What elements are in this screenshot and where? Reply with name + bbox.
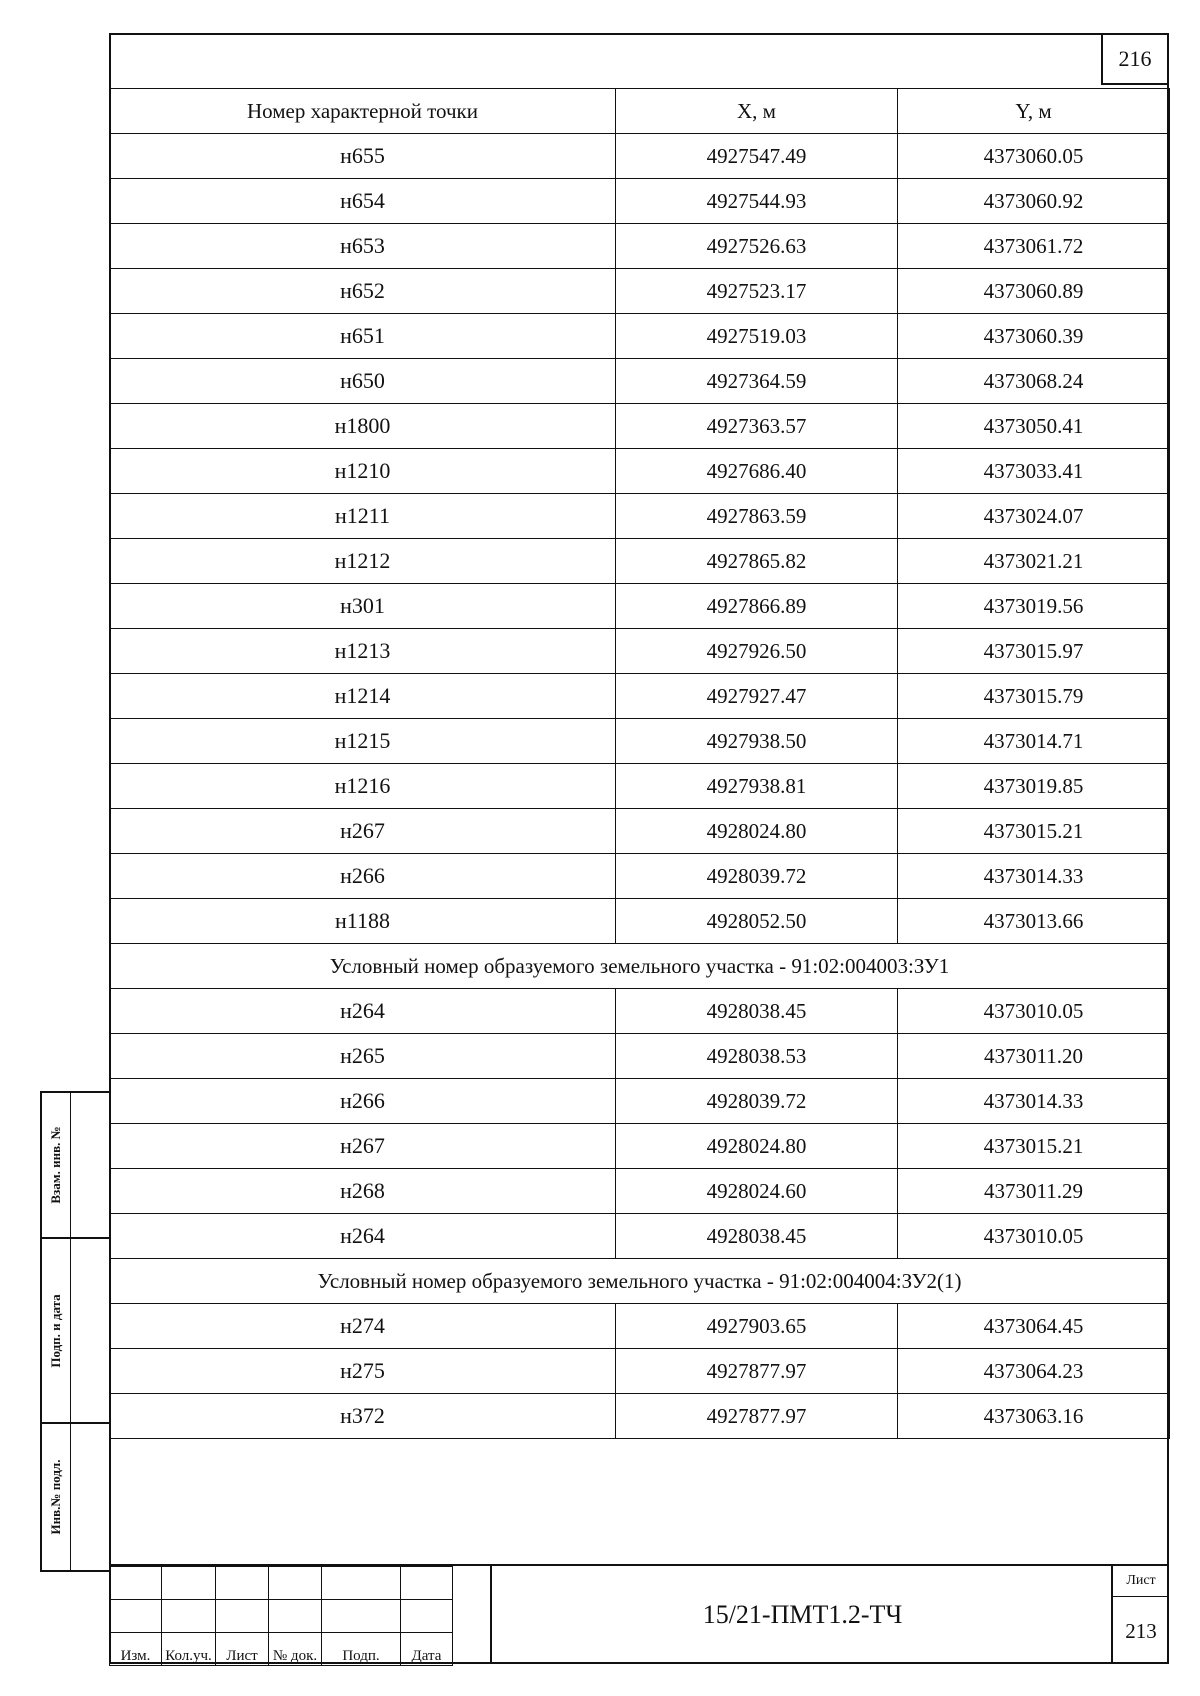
table-row — [110, 1034, 1170, 1079]
x-cell: 4927927.47 — [616, 674, 898, 719]
x-cell: 4928039.72 — [616, 854, 898, 899]
point-number-cell: н265 — [110, 1034, 616, 1079]
sheet-box — [1111, 1566, 1169, 1664]
table-row — [110, 1304, 1170, 1349]
y-cell: 4373024.07 — [898, 494, 1170, 539]
y-cell: 4373060.89 — [898, 269, 1170, 314]
x-cell: 4927544.93 — [616, 179, 898, 224]
y-cell: 4373015.79 — [898, 674, 1170, 719]
point-number-cell: н372 — [110, 1394, 616, 1439]
section-title: Условный номер образуемого земельного участка - 91:02:004003:ЗУ1 — [110, 944, 1170, 989]
revision-grid — [109, 1566, 453, 1666]
point-number-cell: н1188 — [110, 899, 616, 944]
point-number-cell: н654 — [110, 179, 616, 224]
x-cell: 4928038.45 — [616, 1214, 898, 1259]
sheet-number: 213 — [1125, 1618, 1157, 1643]
point-number-cell: н1215 — [110, 719, 616, 764]
point-number-cell: н301 — [110, 584, 616, 629]
y-cell: 4373014.71 — [898, 719, 1170, 764]
table-header-row — [110, 89, 1170, 134]
x-cell: 4927938.81 — [616, 764, 898, 809]
x-cell: 4928039.72 — [616, 1079, 898, 1124]
x-cell: 4927866.89 — [616, 584, 898, 629]
x-cell: 4927526.63 — [616, 224, 898, 269]
stamp-label-original-inv: Инв.№ подл. — [48, 1459, 63, 1535]
point-number-cell: н267 — [110, 809, 616, 854]
table-row — [110, 134, 1170, 179]
point-number-cell: н274 — [110, 1304, 616, 1349]
y-cell: 4373068.24 — [898, 359, 1170, 404]
y-cell: 4373015.21 — [898, 1124, 1170, 1169]
coordinates-table — [109, 88, 1170, 1439]
col-change: Изм. — [110, 1633, 162, 1666]
table-row — [110, 1169, 1170, 1214]
table-row — [110, 404, 1170, 449]
y-cell: 4373060.92 — [898, 179, 1170, 224]
table-row — [110, 449, 1170, 494]
y-cell: 4373060.39 — [898, 314, 1170, 359]
stamp-signature-date — [40, 1237, 110, 1424]
y-cell: 4373011.20 — [898, 1034, 1170, 1079]
y-cell: 4373011.29 — [898, 1169, 1170, 1214]
table-row — [110, 1349, 1170, 1394]
point-number-cell: н1213 — [110, 629, 616, 674]
y-cell: 4373015.21 — [898, 809, 1170, 854]
x-cell: 4927364.59 — [616, 359, 898, 404]
y-cell: 4373019.85 — [898, 764, 1170, 809]
y-cell: 4373060.05 — [898, 134, 1170, 179]
table-row — [110, 674, 1170, 719]
point-number-cell: н1214 — [110, 674, 616, 719]
table-row — [110, 494, 1170, 539]
table-row — [110, 989, 1170, 1034]
section-title: Условный номер образуемого земельного участка - 91:02:004004:ЗУ2(1) — [110, 1259, 1170, 1304]
x-cell: 4927926.50 — [616, 629, 898, 674]
header-y: Y, м — [898, 89, 1170, 134]
x-cell: 4927903.65 — [616, 1304, 898, 1349]
x-cell: 4927523.17 — [616, 269, 898, 314]
x-cell: 4927865.82 — [616, 539, 898, 584]
col-signature: Подп. — [322, 1633, 401, 1666]
table-row — [110, 809, 1170, 854]
stamp-replacement-inv — [40, 1091, 110, 1239]
y-cell: 4373015.97 — [898, 629, 1170, 674]
point-number-cell: н275 — [110, 1349, 616, 1394]
y-cell: 4373064.45 — [898, 1304, 1170, 1349]
point-number-cell: н651 — [110, 314, 616, 359]
y-cell: 4373061.72 — [898, 224, 1170, 269]
table-row — [110, 854, 1170, 899]
x-cell: 4927686.40 — [616, 449, 898, 494]
table-row — [110, 584, 1170, 629]
y-cell: 4373014.33 — [898, 1079, 1170, 1124]
page-number-top: 216 — [1101, 33, 1169, 85]
revision-header-row — [110, 1633, 453, 1666]
point-number-cell: н266 — [110, 854, 616, 899]
point-number-cell: н653 — [110, 224, 616, 269]
x-cell: 4927938.50 — [616, 719, 898, 764]
point-number-cell: н652 — [110, 269, 616, 314]
y-cell: 4373019.56 — [898, 584, 1170, 629]
y-cell: 4373033.41 — [898, 449, 1170, 494]
drawing-frame — [109, 33, 1169, 1664]
point-number-cell: н1216 — [110, 764, 616, 809]
section-row — [110, 1259, 1170, 1304]
table-row — [110, 719, 1170, 764]
point-number-cell: н267 — [110, 1124, 616, 1169]
col-count: Кол.уч. — [162, 1633, 216, 1666]
y-cell: 4373021.21 — [898, 539, 1170, 584]
table-row — [110, 179, 1170, 224]
header-x: X, м — [616, 89, 898, 134]
document-code: 15/21-ПМТ1.2-ТЧ — [490, 1566, 1113, 1664]
table-row — [110, 539, 1170, 584]
x-cell: 4927863.59 — [616, 494, 898, 539]
y-cell: 4373014.33 — [898, 854, 1170, 899]
point-number-cell: н655 — [110, 134, 616, 179]
point-number-cell: н264 — [110, 989, 616, 1034]
table-row — [110, 1214, 1170, 1259]
point-number-cell: н264 — [110, 1214, 616, 1259]
sheet-label: Лист — [1113, 1566, 1169, 1597]
table-row — [110, 1394, 1170, 1439]
point-number-cell: н650 — [110, 359, 616, 404]
x-cell: 4928052.50 — [616, 899, 898, 944]
point-number-cell: н266 — [110, 1079, 616, 1124]
stamp-original-inv — [40, 1422, 110, 1572]
x-cell: 4927877.97 — [616, 1394, 898, 1439]
x-cell: 4927519.03 — [616, 314, 898, 359]
table-row — [110, 224, 1170, 269]
x-cell: 4928038.45 — [616, 989, 898, 1034]
x-cell: 4927363.57 — [616, 404, 898, 449]
table-row — [110, 764, 1170, 809]
stamp-label-replacement-inv: Взам. инв. № — [48, 1126, 63, 1204]
x-cell: 4928024.80 — [616, 809, 898, 854]
stamp-label-signature-date: Подп. и дата — [48, 1293, 63, 1368]
coordinates-table-body — [110, 134, 1170, 1439]
table-row — [110, 1079, 1170, 1124]
table-row — [110, 359, 1170, 404]
y-cell: 4373064.23 — [898, 1349, 1170, 1394]
point-number-cell: н1800 — [110, 404, 616, 449]
x-cell: 4928038.53 — [616, 1034, 898, 1079]
x-cell: 4928024.80 — [616, 1124, 898, 1169]
x-cell: 4927877.97 — [616, 1349, 898, 1394]
y-cell: 4373010.05 — [898, 989, 1170, 1034]
y-cell: 4373013.66 — [898, 899, 1170, 944]
y-cell: 4373010.05 — [898, 1214, 1170, 1259]
x-cell: 4928024.60 — [616, 1169, 898, 1214]
table-row — [110, 314, 1170, 359]
point-number-cell: н1211 — [110, 494, 616, 539]
y-cell: 4373063.16 — [898, 1394, 1170, 1439]
col-date: Дата — [401, 1633, 453, 1666]
col-sheet: Лист — [216, 1633, 269, 1666]
col-doc-number: № док. — [269, 1633, 322, 1666]
table-row — [110, 1124, 1170, 1169]
title-block — [109, 1564, 1169, 1664]
section-row — [110, 944, 1170, 989]
table-row — [110, 899, 1170, 944]
point-number-cell: н1212 — [110, 539, 616, 584]
point-number-cell: н1210 — [110, 449, 616, 494]
y-cell: 4373050.41 — [898, 404, 1170, 449]
table-row — [110, 629, 1170, 674]
x-cell: 4927547.49 — [616, 134, 898, 179]
header-point-number: Номер характерной точки — [110, 89, 616, 134]
table-row — [110, 269, 1170, 314]
point-number-cell: н268 — [110, 1169, 616, 1214]
